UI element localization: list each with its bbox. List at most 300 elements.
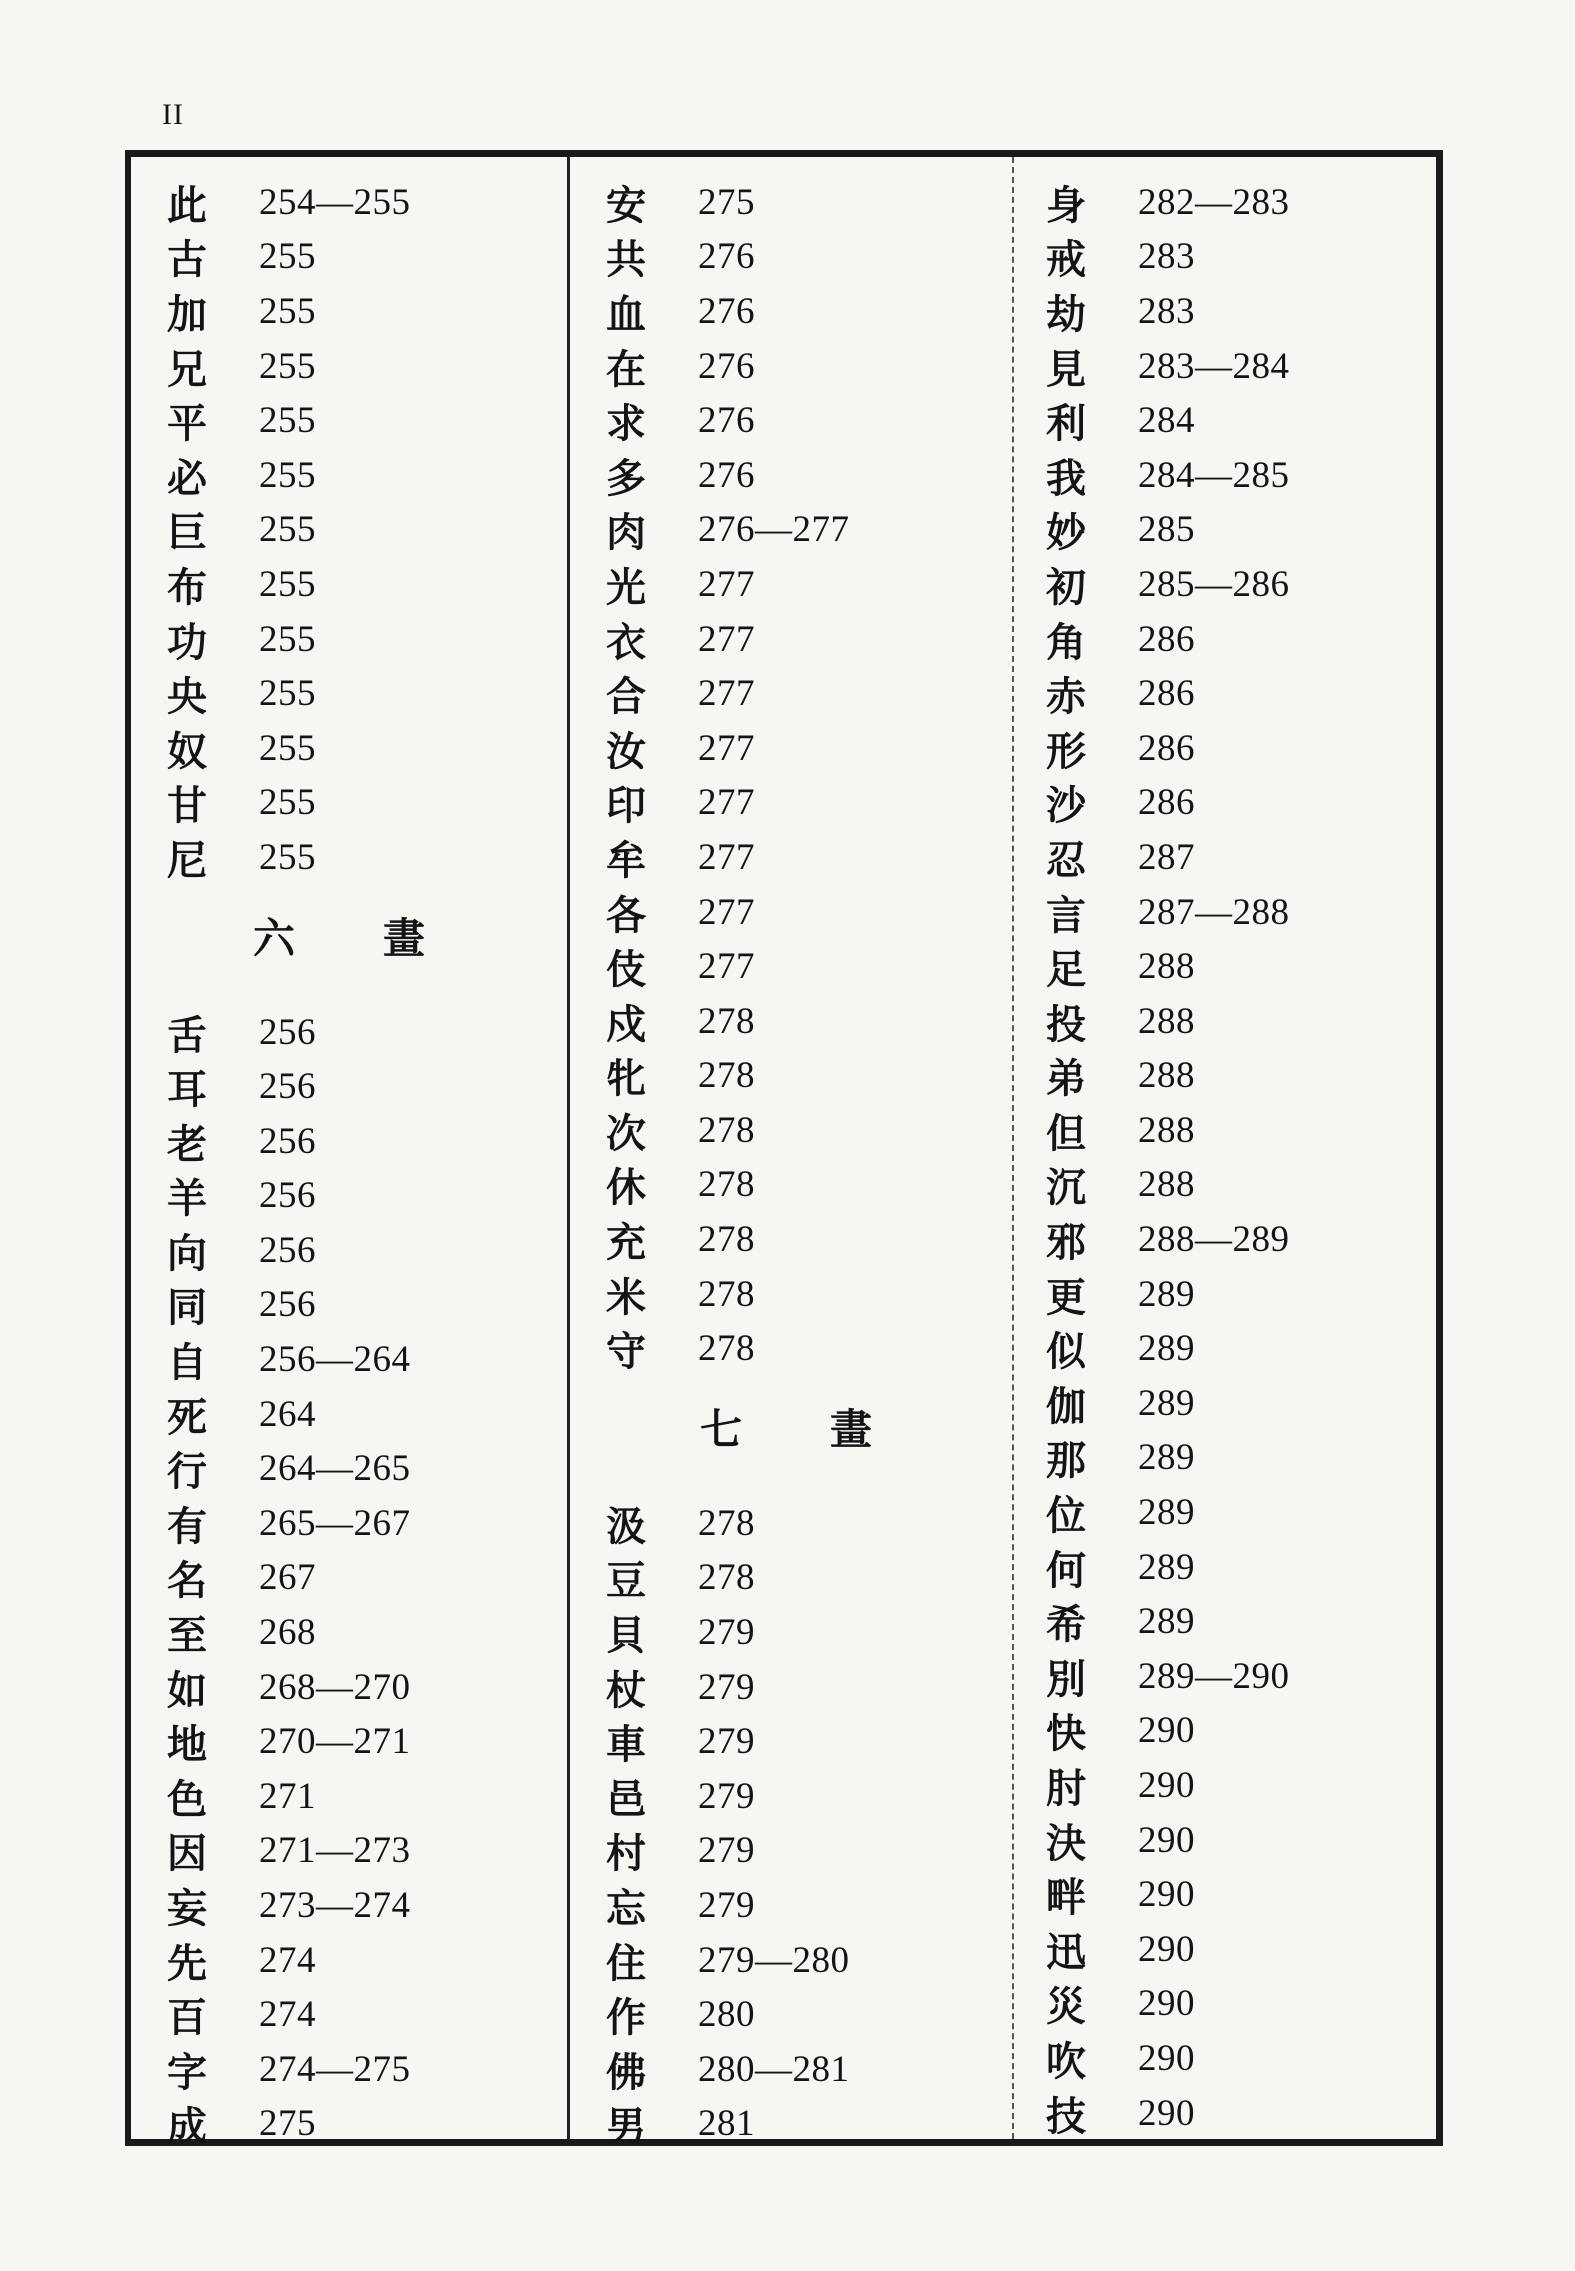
entry-page-range: 290 — [1138, 1765, 1195, 1807]
index-entry — [1014, 1813, 1438, 1868]
index-entry — [131, 2042, 567, 2097]
entry-character: 迅 — [1046, 1929, 1086, 1976]
entry-character: 至 — [167, 1613, 207, 1660]
entry-character: 各 — [606, 892, 646, 939]
index-entry — [570, 2042, 1012, 2097]
index-entry — [570, 939, 1012, 994]
entry-page-range: 255 — [259, 563, 316, 605]
entry-page-range: 271 — [259, 1775, 316, 1817]
entry-page-range: 276 — [698, 454, 755, 496]
index-entry — [131, 666, 567, 721]
entry-character: 弟 — [1046, 1056, 1086, 1103]
entry-page-range: 277 — [698, 782, 755, 824]
index-entry — [1014, 175, 1438, 230]
index-entry — [131, 1005, 567, 1060]
entry-character: 地 — [167, 1722, 207, 1769]
index-entry-list — [131, 157, 567, 885]
entry-page-range: 277 — [698, 727, 755, 769]
entry-character: 羊 — [167, 1176, 207, 1223]
index-entry — [570, 448, 1012, 503]
entry-character: 那 — [1046, 1438, 1086, 1485]
entry-character: 布 — [167, 564, 207, 611]
entry-page-range: 255 — [259, 673, 316, 715]
index-entry — [131, 1441, 567, 1496]
entry-character: 邑 — [606, 1776, 646, 1823]
index-entry — [131, 557, 567, 612]
entry-character: 更 — [1046, 1274, 1086, 1321]
entry-character: 必 — [167, 455, 207, 502]
entry-page-range: 277 — [698, 946, 755, 988]
entry-page-range: 275 — [698, 181, 755, 223]
entry-character: 位 — [1046, 1493, 1086, 1540]
entry-page-range: 255 — [259, 345, 316, 387]
entry-character: 劫 — [1046, 291, 1086, 338]
entry-page-range: 275 — [259, 2103, 316, 2145]
index-entry — [1014, 1540, 1438, 1595]
index-entry — [131, 1878, 567, 1933]
index-entry — [570, 339, 1012, 394]
entry-character: 邪 — [1046, 1220, 1086, 1267]
entry-character: 畔 — [1046, 1875, 1086, 1922]
index-entry — [570, 1878, 1012, 1933]
entry-page-range: 255 — [259, 290, 316, 332]
entry-character: 衣 — [606, 619, 646, 666]
index-entry — [1014, 830, 1438, 885]
entry-character: 成 — [167, 2104, 207, 2151]
entry-page-range: 279 — [698, 1612, 755, 1654]
entry-page-range: 290 — [1138, 1710, 1195, 1752]
entry-character: 向 — [167, 1230, 207, 1277]
heading-numeral: 六 — [253, 913, 296, 963]
index-entry — [1014, 1485, 1438, 1540]
index-entry — [570, 1158, 1012, 1213]
index-entry — [570, 1049, 1012, 1104]
index-entry — [1014, 1867, 1438, 1922]
entry-character: 色 — [167, 1776, 207, 1823]
index-entry — [131, 1660, 567, 1715]
entry-page-range: 289—290 — [1138, 1655, 1290, 1697]
entry-page-range: 279 — [698, 1775, 755, 1817]
entry-character: 杖 — [606, 1667, 646, 1714]
entry-character: 兄 — [167, 346, 207, 393]
entry-page-range: 278 — [698, 1164, 755, 1206]
entry-character: 米 — [606, 1274, 646, 1321]
entry-page-range: 289 — [1138, 1492, 1195, 1534]
entry-page-range: 279 — [698, 1666, 755, 1708]
entry-page-range: 278 — [698, 1000, 755, 1042]
index-entry-list — [131, 987, 567, 2151]
index-entry — [1014, 1212, 1438, 1267]
entry-page-range: 286 — [1138, 673, 1195, 715]
entry-character: 忘 — [606, 1886, 646, 1933]
entry-character: 功 — [167, 619, 207, 666]
index-entry — [1014, 1049, 1438, 1104]
entry-character: 行 — [167, 1449, 207, 1496]
index-entry — [570, 1605, 1012, 1660]
entry-page-range: 255 — [259, 454, 316, 496]
index-entry — [1014, 939, 1438, 994]
index-entry — [1014, 503, 1438, 558]
entry-character: 奴 — [167, 728, 207, 775]
entry-character: 妄 — [167, 1886, 207, 1933]
entry-page-range: 265—267 — [259, 1502, 411, 1544]
entry-character: 戒 — [1046, 237, 1086, 284]
index-entry — [1014, 2086, 1438, 2141]
index-entry — [1014, 1758, 1438, 1813]
entry-page-range: 255 — [259, 509, 316, 551]
index-entry — [131, 1769, 567, 1824]
entry-character: 死 — [167, 1394, 207, 1441]
index-entry — [131, 2097, 567, 2152]
entry-page-range: 287 — [1138, 836, 1195, 878]
index-entry — [131, 1332, 567, 1387]
heading-stroke-label: 畫 — [383, 913, 426, 963]
entry-character: 汲 — [606, 1503, 646, 1550]
entry-character: 住 — [606, 1940, 646, 1987]
entry-character: 老 — [167, 1121, 207, 1168]
entry-page-range: 290 — [1138, 2092, 1195, 2134]
entry-character: 豆 — [606, 1558, 646, 1605]
entry-page-range: 264—265 — [259, 1448, 411, 1490]
entry-page-range: 264 — [259, 1393, 316, 1435]
index-entry — [570, 2097, 1012, 2152]
index-entry — [131, 612, 567, 667]
index-entry — [131, 1987, 567, 2042]
entry-character: 舌 — [167, 1012, 207, 1059]
index-entry — [1014, 1321, 1438, 1376]
entry-page-range: 274 — [259, 1939, 316, 1981]
entry-page-range: 276 — [698, 400, 755, 442]
index-entry-list — [570, 157, 1012, 1376]
entry-character: 甘 — [167, 783, 207, 830]
entry-character: 吹 — [1046, 2038, 1086, 2085]
entry-page-range: 290 — [1138, 1928, 1195, 1970]
entry-character: 印 — [606, 783, 646, 830]
entry-page-range: 286 — [1138, 618, 1195, 660]
entry-page-range: 278 — [698, 1557, 755, 1599]
index-entry — [1014, 1704, 1438, 1759]
entry-character: 求 — [606, 401, 646, 448]
entry-page-range: 278 — [698, 1109, 755, 1151]
index-entry — [570, 1660, 1012, 1715]
entry-character: 佛 — [606, 2049, 646, 2096]
entry-page-range: 288 — [1138, 1055, 1195, 1097]
index-entry — [570, 612, 1012, 667]
index-entry — [1014, 1103, 1438, 1158]
entry-character: 村 — [606, 1831, 646, 1878]
entry-character: 自 — [167, 1340, 207, 1387]
entry-character: 貝 — [606, 1613, 646, 1660]
index-entry — [1014, 612, 1438, 667]
entry-page-range: 271—273 — [259, 1830, 411, 1872]
page-number: II — [162, 98, 184, 131]
entry-page-range: 279 — [698, 1721, 755, 1763]
entry-character: 先 — [167, 1940, 207, 1987]
entry-character: 同 — [167, 1285, 207, 1332]
index-entry — [1014, 666, 1438, 721]
entry-page-range: 290 — [1138, 1874, 1195, 1916]
entry-character: 忍 — [1046, 837, 1086, 884]
entry-character: 名 — [167, 1558, 207, 1605]
index-entry — [131, 776, 567, 831]
entry-character: 肘 — [1046, 1766, 1086, 1813]
entry-character: 災 — [1046, 1984, 1086, 2031]
index-entry — [570, 393, 1012, 448]
entry-character: 戍 — [606, 1001, 646, 1048]
entry-page-range: 256 — [259, 1066, 316, 1108]
index-entry — [131, 175, 567, 230]
index-entry — [570, 230, 1012, 285]
index-entry — [131, 393, 567, 448]
entry-page-range: 277 — [698, 618, 755, 660]
index-entry — [131, 230, 567, 285]
entry-character: 赤 — [1046, 674, 1086, 721]
entry-page-range: 276 — [698, 345, 755, 387]
entry-page-range: 289 — [1138, 1546, 1195, 1588]
entry-page-range: 268—270 — [259, 1666, 411, 1708]
entry-character: 百 — [167, 1995, 207, 2042]
entry-page-range: 283—284 — [1138, 345, 1290, 387]
index-entry — [570, 1267, 1012, 1322]
entry-character: 決 — [1046, 1820, 1086, 1867]
index-entry — [131, 448, 567, 503]
entry-page-range: 278 — [698, 1219, 755, 1261]
entry-page-range: 278 — [698, 1502, 755, 1544]
heading-stroke-label: 畫 — [830, 1405, 873, 1455]
index-entry — [1014, 1431, 1438, 1486]
index-entry — [1014, 2031, 1438, 2086]
entry-page-range: 255 — [259, 836, 316, 878]
index-entry — [570, 666, 1012, 721]
entry-page-range: 283 — [1138, 290, 1195, 332]
entry-character: 古 — [167, 237, 207, 284]
index-entry — [570, 1103, 1012, 1158]
index-entry — [1014, 994, 1438, 1049]
entry-page-range: 284—285 — [1138, 454, 1290, 496]
entry-page-range: 279 — [698, 1830, 755, 1872]
entry-character: 作 — [606, 1995, 646, 2042]
index-entry — [131, 1223, 567, 1278]
entry-character: 巨 — [167, 510, 207, 557]
entry-page-range: 267 — [259, 1557, 316, 1599]
entry-character: 共 — [606, 237, 646, 284]
index-entry — [131, 1387, 567, 1442]
index-entry — [1014, 1267, 1438, 1322]
index-entry — [570, 1769, 1012, 1824]
entry-character: 光 — [606, 564, 646, 611]
index-entry — [570, 1824, 1012, 1879]
index-entry — [1014, 393, 1438, 448]
index-entry — [1014, 1649, 1438, 1704]
entry-character: 平 — [167, 401, 207, 448]
heading-numeral: 七 — [700, 1405, 743, 1455]
entry-character: 肉 — [606, 510, 646, 557]
index-entry — [1014, 1977, 1438, 2032]
index-entry — [1014, 1158, 1438, 1213]
index-entry — [1014, 448, 1438, 503]
entry-page-range: 274—275 — [259, 2048, 411, 2090]
entry-character: 充 — [606, 1220, 646, 1267]
entry-character: 初 — [1046, 564, 1086, 611]
entry-page-range: 282—283 — [1138, 181, 1290, 223]
entry-character: 在 — [606, 346, 646, 393]
index-entry — [131, 721, 567, 776]
entry-character: 合 — [606, 674, 646, 721]
entry-page-range: 284 — [1138, 400, 1195, 442]
index-entry — [131, 1169, 567, 1224]
entry-character: 耳 — [167, 1067, 207, 1114]
index-entry — [1014, 1376, 1438, 1431]
entry-page-range: 268 — [259, 1612, 316, 1654]
entry-page-range: 288—289 — [1138, 1219, 1290, 1261]
index-entry — [131, 1059, 567, 1114]
index-entry — [131, 1278, 567, 1333]
index-entry — [570, 284, 1012, 339]
entry-character: 希 — [1046, 1602, 1086, 1649]
entry-character: 投 — [1046, 1001, 1086, 1048]
index-entry — [1014, 230, 1438, 285]
stroke-count-heading — [131, 885, 567, 987]
index-entry — [131, 1496, 567, 1551]
entry-page-range: 255 — [259, 727, 316, 769]
entry-character: 技 — [1046, 2093, 1086, 2140]
entry-page-range: 279 — [698, 1885, 755, 1927]
index-entry — [1014, 557, 1438, 612]
entry-page-range: 274 — [259, 1994, 316, 2036]
entry-character: 有 — [167, 1503, 207, 1550]
entry-character: 血 — [606, 291, 646, 338]
entry-character: 守 — [606, 1329, 646, 1376]
entry-page-range: 278 — [698, 1273, 755, 1315]
entry-character: 休 — [606, 1165, 646, 1212]
entry-character: 何 — [1046, 1547, 1086, 1594]
entry-page-range: 286 — [1138, 782, 1195, 824]
index-entry — [570, 1987, 1012, 2042]
entry-page-range: 285—286 — [1138, 563, 1290, 605]
index-entry — [131, 1714, 567, 1769]
entry-character: 央 — [167, 674, 207, 721]
entry-page-range: 277 — [698, 836, 755, 878]
entry-page-range: 289 — [1138, 1601, 1195, 1643]
index-entry — [570, 994, 1012, 1049]
index-entry — [570, 1212, 1012, 1267]
index-entry — [570, 557, 1012, 612]
entry-page-range: 286 — [1138, 727, 1195, 769]
entry-character: 牟 — [606, 837, 646, 884]
entry-character: 身 — [1046, 182, 1086, 229]
index-entry — [1014, 885, 1438, 940]
entry-character: 伽 — [1046, 1383, 1086, 1430]
entry-page-range: 283 — [1138, 236, 1195, 278]
index-entry — [131, 1933, 567, 1988]
entry-page-range: 280—281 — [698, 2048, 850, 2090]
entry-page-range: 255 — [259, 782, 316, 824]
entry-character: 此 — [167, 182, 207, 229]
entry-character: 伎 — [606, 947, 646, 994]
entry-character: 別 — [1046, 1656, 1086, 1703]
entry-character: 沙 — [1046, 783, 1086, 830]
index-entry — [570, 1321, 1012, 1376]
index-entry — [570, 1551, 1012, 1606]
entry-character: 牝 — [606, 1056, 646, 1103]
entry-character: 車 — [606, 1722, 646, 1769]
entry-character: 我 — [1046, 455, 1086, 502]
index-entry-list — [570, 1478, 1012, 2151]
entry-page-range: 289 — [1138, 1437, 1195, 1479]
entry-page-range: 289 — [1138, 1382, 1195, 1424]
entry-page-range: 288 — [1138, 1000, 1195, 1042]
entry-page-range: 280 — [698, 1994, 755, 2036]
index-entry — [1014, 1922, 1438, 1977]
entry-page-range: 289 — [1138, 1273, 1195, 1315]
entry-character: 如 — [167, 1667, 207, 1714]
stroke-count-heading — [570, 1376, 1012, 1478]
index-entry — [131, 339, 567, 394]
entry-page-range: 290 — [1138, 1983, 1195, 2025]
index-entry — [570, 1714, 1012, 1769]
index-entry-list — [1014, 157, 1438, 2140]
entry-character: 但 — [1046, 1110, 1086, 1157]
index-entry — [1014, 284, 1438, 339]
entry-character: 利 — [1046, 401, 1086, 448]
index-entry — [1014, 339, 1438, 394]
index-entry — [1014, 776, 1438, 831]
entry-character: 因 — [167, 1831, 207, 1878]
entry-character: 汝 — [606, 728, 646, 775]
entry-page-range: 289 — [1138, 1328, 1195, 1370]
entry-character: 安 — [606, 182, 646, 229]
index-entry — [131, 1605, 567, 1660]
entry-page-range: 288 — [1138, 946, 1195, 988]
entry-character: 沉 — [1046, 1165, 1086, 1212]
entry-character: 次 — [606, 1110, 646, 1157]
entry-page-range: 288 — [1138, 1164, 1195, 1206]
entry-page-range: 278 — [698, 1055, 755, 1097]
index-entry — [570, 1496, 1012, 1551]
index-entry — [570, 776, 1012, 831]
index-entry — [131, 1114, 567, 1169]
entry-page-range: 255 — [259, 618, 316, 660]
index-entry — [131, 284, 567, 339]
entry-character: 形 — [1046, 728, 1086, 775]
entry-page-range: 276 — [698, 236, 755, 278]
entry-page-range: 290 — [1138, 2037, 1195, 2079]
entry-page-range: 256 — [259, 1284, 316, 1326]
index-column-1 — [131, 157, 567, 2151]
entry-page-range: 278 — [698, 1328, 755, 1370]
index-entry — [131, 1824, 567, 1879]
index-entry — [131, 830, 567, 885]
entry-page-range: 255 — [259, 400, 316, 442]
entry-page-range: 290 — [1138, 1819, 1195, 1861]
index-entry — [570, 175, 1012, 230]
index-entry — [131, 1551, 567, 1606]
entry-character: 言 — [1046, 892, 1086, 939]
entry-page-range: 288 — [1138, 1109, 1195, 1151]
entry-page-range: 277 — [698, 673, 755, 715]
entry-page-range: 270—271 — [259, 1721, 411, 1763]
entry-character: 足 — [1046, 947, 1086, 994]
entry-page-range: 256—264 — [259, 1339, 411, 1381]
entry-page-range: 273—274 — [259, 1885, 411, 1927]
entry-character: 字 — [167, 2049, 207, 2096]
entry-page-range: 277 — [698, 563, 755, 605]
index-entry — [131, 503, 567, 558]
entry-page-range: 256 — [259, 1175, 316, 1217]
entry-page-range: 254—255 — [259, 181, 411, 223]
entry-character: 多 — [606, 455, 646, 502]
entry-character: 似 — [1046, 1329, 1086, 1376]
